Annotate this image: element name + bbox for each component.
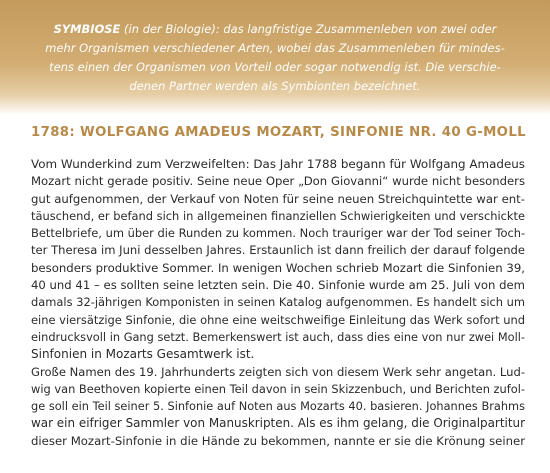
definition-line-2: mehr Organismen verschiedener Arten, wobei das Zusammenleben für mindes-	[45, 41, 505, 55]
body-text	[31, 156, 525, 450]
body-line: wig van Beethoven kopierte einen Teil davon in sein Skizzenbuch, und Berichten zufol-	[31, 381, 525, 396]
body-line: Bettelbriefe, um über die Runden zu kommen. Noch trauriger war der Tod seiner Toch-	[31, 226, 526, 241]
definition-box	[0, 0, 550, 115]
definition-line-4: denen Partner werden als Symbionten bezeichnet.	[129, 79, 421, 93]
body-line: Große Namen des 19. Jahrhunderts zeigten sich von diesem Werk sehr angetan. Lud-	[31, 364, 525, 379]
definition-text	[40, 20, 510, 96]
definition-line-3: tens einen der Organismen von Vorteil oder sogar notwendig ist. Die verschie-	[49, 60, 501, 74]
body-line: 40 und 41 – es sollten seine letzten sein. Die 40. Sinfonie wurde am 25. Juli von dem	[31, 278, 525, 293]
definition-line-1: (in der Biologie): das langfristige Zusammenleben von zwei oder	[120, 22, 497, 36]
body-line: besonders produktive Sommer. In wenigen Wochen schrieb Mozart die Sinfonien 39,	[31, 260, 525, 275]
body-line: täuschend, er befand sich in allgemeinen finanziellen Schwierigkeiten und verschickte	[31, 208, 525, 223]
body-line: ge soll ein Teil seiner 5. Sinfonie auf Noten aus Mozarts 40. basieren. Johannes Brahms	[31, 399, 525, 414]
body-line: Vom Wunderkind zum Verzweifelten: Das Jahr 1788 begann für Wolfgang Amadeus	[31, 157, 525, 171]
body-line: Mozart nicht gerade positiv. Seine neue Oper „Don Giovanni“ wurde nicht besonders	[31, 174, 525, 189]
body-line: eindrucksvoll in Gang setzt. Bemerkenswert ist auch, dass dies eine von nur zwei Moll-	[31, 329, 525, 344]
body-line: damals 32-jährigen Komponisten in seinen Katalog aufgenommen. Es handelt sich um	[31, 295, 526, 310]
body-line: dieser Mozart-Sinfonie in die Hände zu bekommen, nannte er sie die Krönung seiner	[31, 433, 525, 448]
definition-term: SYMBIOSE	[53, 22, 121, 36]
section-heading: 1788: WOLFGANG AMADEUS MOZART, SINFONIE NR. 40 G-MOLL	[31, 125, 526, 140]
body-line: Sinfonien in Mozarts Gesamtwerk ist.	[31, 347, 255, 362]
body-line: eine viersätzige Sinfonie, die ohne eine weitschweifige Einleitung das Werk sofort und	[31, 312, 525, 327]
body-line: war ein eifriger Sammler von Manuskripten. Als es ihm gelang, die Originalpartitur	[31, 416, 525, 431]
body-line: gut aufgenommen, der Verkauf von Noten für seine neuen Streichquintette war ent-	[31, 191, 525, 206]
body-line: ter Theresa im Juni desselben Jahres. Erstaunlich ist dann freilich der darauf folgende	[31, 243, 525, 258]
